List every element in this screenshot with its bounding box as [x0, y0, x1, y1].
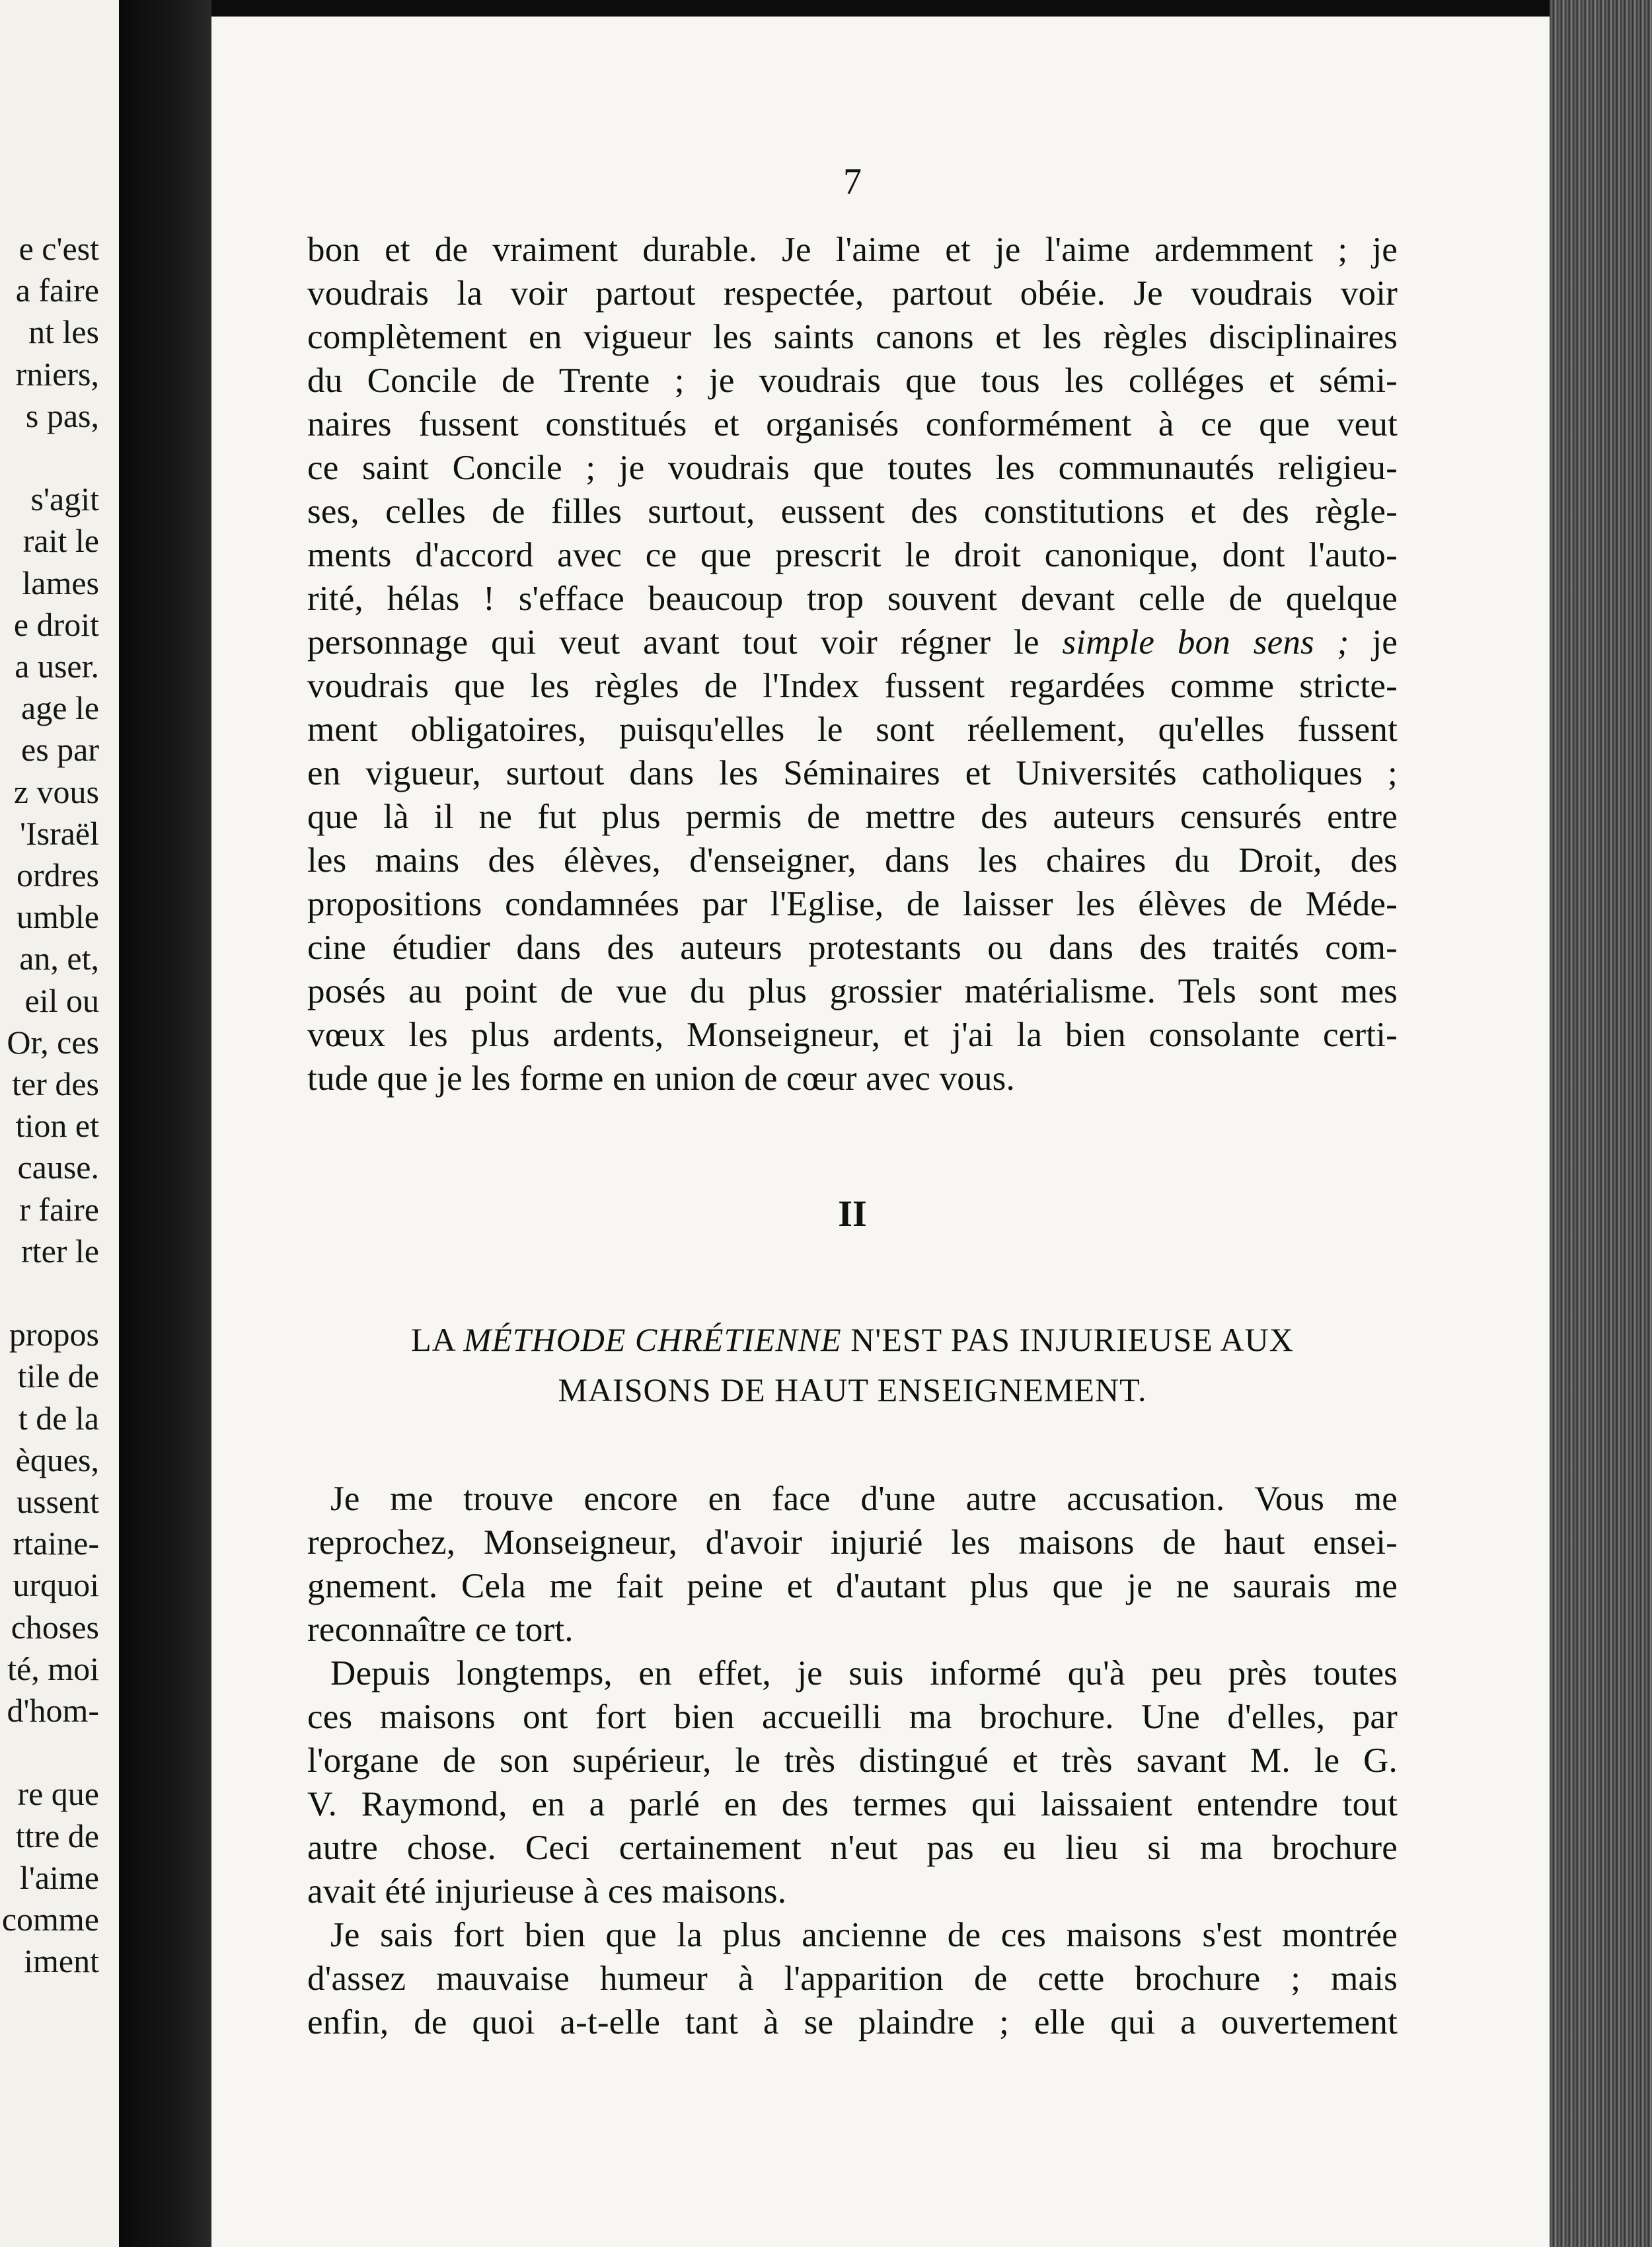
text-line: autre chose. Ceci certainement n'eut pas eu lieu si ma brochure: [307, 1829, 1398, 1867]
text-line: ces maisons ont fort bien accueilli ma brochure. Une d'elles, par: [307, 1698, 1398, 1736]
text-line: Je sais fort bien que la plus ancienne de ces maisons s'est montrée: [330, 1916, 1398, 1954]
previous-page-line: cause.: [17, 1149, 99, 1186]
text-line: posés au point de vue du plus grossier matérialisme. Tels sont mes: [307, 972, 1398, 1010]
page-number: 7: [843, 161, 862, 202]
text-line: enfin, de quoi a-t-elle tant à se plaindre ; elle qui a ouvertement: [307, 2003, 1398, 2041]
text-line: d'assez mauvaise humeur à l'apparition de cette brochure ; mais: [307, 1960, 1398, 1998]
previous-page-line: eil ou: [24, 981, 99, 1019]
previous-page-line: èques,: [15, 1441, 99, 1478]
previous-page-line: ttre de: [15, 1817, 99, 1854]
previous-page-line: nt les: [28, 313, 99, 351]
heading-segment: N'EST PAS INJURIEUSE AUX: [841, 1321, 1294, 1358]
previous-page-line: iment: [24, 1942, 99, 1980]
previous-page-line: l'aime: [19, 1858, 99, 1896]
text-line: V. Raymond, en a parlé en des termes qui laissaient entendre tout: [307, 1785, 1398, 1823]
previous-page-line: rter le: [21, 1232, 99, 1270]
text-line: ses, celles de filles surtout, eussent des constitutions et des règle-: [307, 492, 1398, 531]
text-line: en vigueur, surtout dans les Séminaires et Universités catholiques ;: [307, 754, 1398, 792]
text-line: vœux les plus ardents, Monseigneur, et j'ai la bien consolante certi-: [307, 1016, 1398, 1054]
text-line: ment obligatoires, puisqu'elles le sont réellement, qu'elles fussent: [307, 710, 1398, 749]
previous-page-line: ussent: [17, 1483, 99, 1520]
text-line: voudrais que les règles de l'Index fussent regardées comme stricte-: [307, 667, 1398, 705]
previous-page-line: rtaine-: [13, 1525, 99, 1562]
text-line: naires fussent constitués et organisés conformément à ce que veut: [307, 405, 1398, 443]
text-line: reprochez, Monseigneur, d'avoir injurié les maisons de haut ensei-: [307, 1523, 1398, 1562]
text-line: du Concile de Trente ; je voudrais que tous les colléges et sémi-: [307, 362, 1398, 400]
previous-page-line: propos: [9, 1316, 99, 1353]
previous-page-line: urquoi: [13, 1566, 99, 1604]
previous-page-line: d'hom-: [7, 1692, 99, 1729]
previous-page-line: comme: [1, 1901, 99, 1938]
previous-page-line: e droit: [13, 605, 99, 643]
text-line: reconnaître ce tort.: [307, 1611, 574, 1649]
previous-page-line: umble: [17, 898, 99, 936]
text-line: bon et de vraiment durable. Je l'aime et je l'aime ardemment ; je: [307, 231, 1398, 269]
italic-phrase: simple bon sens ;: [1062, 623, 1349, 662]
previous-page-line: ordres: [17, 857, 99, 894]
previous-page-line: s'agit: [30, 480, 99, 518]
text-line: rité, hélas ! s'efface beaucoup trop souvent devant celle de quelque: [307, 580, 1398, 618]
text-line: les mains des élèves, d'enseigner, dans les chaires du Droit, des: [307, 841, 1398, 880]
previous-page-line: t de la: [18, 1399, 99, 1437]
previous-page-line: r faire: [19, 1190, 99, 1228]
previous-page-line: es par: [21, 731, 99, 769]
previous-page-line: 'Israël: [19, 814, 99, 852]
previous-page-strip: [0, 0, 119, 2247]
text-line: ce saint Concile ; je voudrais que toutes les communautés religieu-: [307, 449, 1398, 487]
text-segment: je: [1349, 623, 1398, 662]
text-line: complètement en vigueur les saints canons et les règles disciplinaires: [307, 318, 1398, 356]
previous-page-line: s pas,: [25, 397, 99, 434]
previous-page-line: a user.: [15, 648, 99, 685]
section-number: II: [838, 1194, 867, 1235]
text-line: gnement. Cela me fait peine et d'autant plus que je ne saurais me: [307, 1567, 1398, 1605]
text-line-with-italic: [307, 621, 1398, 664]
previous-page-line: choses: [11, 1608, 99, 1646]
text-line: que là il ne fut plus permis de mettre des auteurs censurés entre: [307, 798, 1398, 836]
previous-page-line: re que: [17, 1775, 99, 1813]
previous-page-line: té, moi: [7, 1650, 99, 1687]
text-segment: personnage qui veut avant tout voir régner le: [307, 623, 1063, 662]
book-gutter: [119, 0, 211, 2247]
text-line: cine étudier dans des auteurs protestants ou dans des traités com-: [307, 929, 1398, 967]
text-line: tude que je les forme en union de cœur avec vous.: [307, 1059, 1015, 1098]
text-line: ments d'accord avec ce que prescrit le droit canonique, dont l'auto-: [307, 536, 1398, 574]
previous-page-line: an, et,: [19, 940, 99, 977]
section-heading-line-2: MAISONS DE HAUT ENSEIGNEMENT.: [558, 1371, 1147, 1408]
previous-page-line: a faire: [15, 272, 99, 309]
text-line: Depuis longtemps, en effet, je suis informé qu'à peu près toutes: [330, 1654, 1398, 1693]
heading-segment: LA: [411, 1321, 464, 1358]
text-line: avait été injurieuse à ces maisons.: [307, 1872, 787, 1911]
previous-page-line: z vous: [13, 773, 99, 810]
previous-page-line: lames: [22, 564, 99, 601]
section-heading: [307, 1318, 1398, 1361]
heading-italic: MÉTHODE CHRÉTIENNE: [463, 1321, 842, 1358]
previous-page-line: e c'est: [19, 230, 99, 267]
previous-page-line: ter des: [12, 1065, 99, 1102]
previous-page-line: age le: [21, 689, 99, 727]
previous-page-line: rniers,: [15, 355, 99, 393]
text-line: l'organe de son supérieur, le très distingué et très savant M. le G.: [307, 1741, 1398, 1780]
page-edge: [1550, 0, 1652, 2247]
text-line: propositions condamnées par l'Eglise, de laisser les élèves de Méde-: [307, 885, 1398, 923]
text-line: voudrais la voir partout respectée, partout obéie. Je voudrais voir: [307, 274, 1398, 313]
previous-page-line: tion et: [15, 1107, 99, 1145]
text-line: Je me trouve encore en face d'une autre accusation. Vous me: [330, 1480, 1398, 1518]
previous-page-line: rait le: [22, 522, 99, 560]
previous-page-line: tile de: [17, 1357, 99, 1395]
previous-page-line: Or, ces: [7, 1023, 99, 1061]
